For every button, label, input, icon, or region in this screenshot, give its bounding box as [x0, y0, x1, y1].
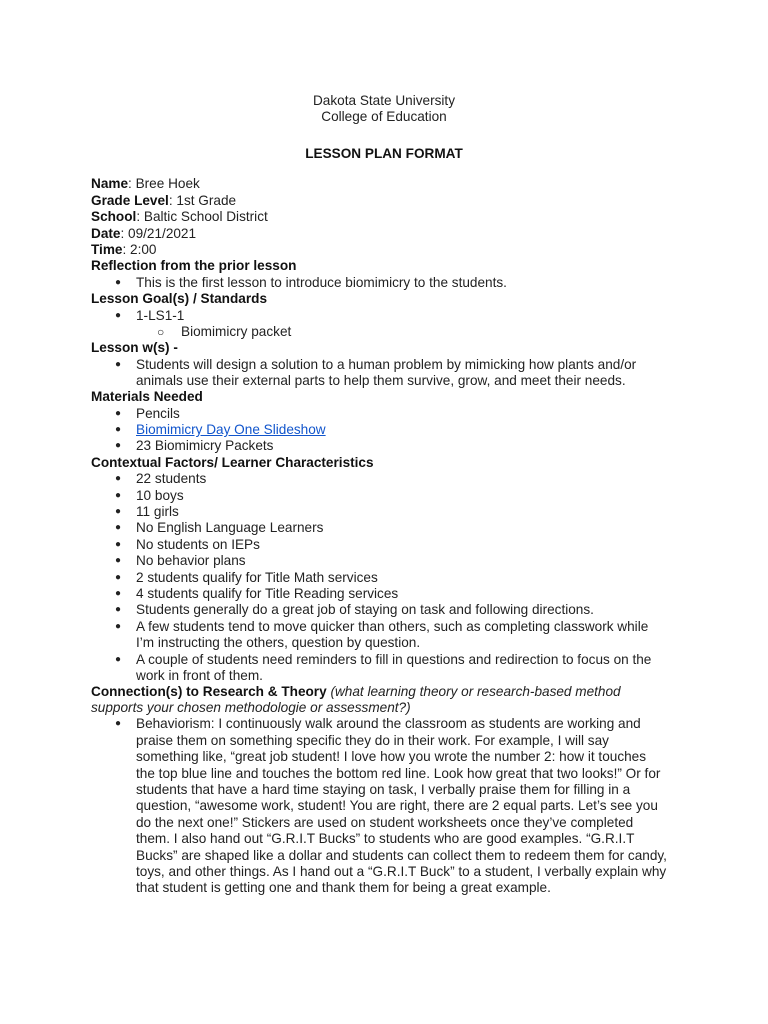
behaviorism-line: Behaviorism: I continuously walk around the classroom as students are working and — [136, 716, 641, 731]
bullet-icon: ● — [115, 539, 122, 550]
name-label: Name — [91, 176, 129, 191]
contextual-item: Students generally do a great job of staying on task and following directions. — [136, 602, 594, 617]
grade-label: Grade Level — [91, 193, 169, 208]
contextual-item-line: work in front of them. — [136, 668, 263, 683]
bullet-icon: ● — [115, 588, 122, 599]
contextual-item: 10 boys — [136, 488, 184, 503]
contextual-item-line: A few students tend to move quicker than others, such as completing classwork while — [136, 619, 649, 634]
connections-prompt-line: supports your chosen methodologie or assessment?) — [91, 700, 411, 715]
lesson-ws-heading: Lesson w(s) - — [91, 340, 178, 355]
name-row — [91, 176, 200, 192]
connections-heading-row — [91, 684, 621, 700]
grade-value: : 1st Grade — [168, 193, 237, 208]
lesson-ws-line: animals use their external parts to help them survive, grow, and meet their needs. — [136, 373, 626, 388]
behaviorism-line: that student is getting one and thank them for being a great example. — [136, 880, 551, 895]
bullet-icon: ● — [115, 310, 122, 321]
school-row — [91, 209, 268, 225]
document-title: LESSON PLAN FORMAT — [305, 146, 463, 161]
contextual-item: 4 students qualify for Title Reading services — [136, 586, 399, 601]
time-row — [91, 242, 157, 258]
materials-heading: Materials Needed — [91, 389, 203, 404]
college-name: College of Education — [321, 109, 447, 124]
goals-heading: Lesson Goal(s) / Standards — [91, 291, 268, 306]
bullet-icon: ● — [115, 506, 122, 517]
bullet-icon: ● — [115, 572, 122, 583]
standard-item: 1-LS1-1 — [136, 308, 185, 323]
contextual-heading: Contextual Factors/ Learner Characteristics — [91, 455, 374, 470]
bullet-icon: ● — [115, 555, 122, 566]
time-label: Time — [91, 242, 123, 257]
school-value: : Baltic School District — [136, 209, 268, 224]
date-value: : 09/21/2021 — [120, 226, 197, 241]
bullet-icon: ● — [115, 359, 122, 370]
school-label: School — [91, 209, 137, 224]
bullet-icon: ● — [115, 277, 122, 288]
contextual-item: No behavior plans — [136, 553, 246, 568]
bullet-icon: ● — [115, 490, 122, 501]
date-label: Date — [91, 226, 121, 241]
connections-prompt: (what learning theory or research-based method — [326, 684, 621, 699]
bullet-icon: ● — [115, 473, 122, 484]
behaviorism-line: Bucks” are shaped like a dollar and students can collect them to redeem them for candy, — [136, 848, 667, 863]
contextual-item: 11 girls — [136, 504, 179, 519]
reflection-heading: Reflection from the prior lesson — [91, 258, 297, 273]
behaviorism-line: them. I also hand out “G.R.I.T Bucks” to students who are good examples. “G.R.I.T — [136, 831, 635, 846]
grade-row — [91, 193, 236, 209]
materials-item: 23 Biomimicry Packets — [136, 438, 274, 453]
behaviorism-line: toys, and other things. As I hand out a “G.R.I.T Buck” to a student, I verbally explain why — [136, 864, 667, 879]
bullet-icon: ● — [115, 440, 122, 451]
materials-item: Pencils — [136, 406, 180, 421]
contextual-item-line: A couple of students need reminders to fill in questions and redirection to focus on the — [136, 652, 652, 667]
bullet-icon: ● — [115, 522, 122, 533]
lesson-ws-line: Students will design a solution to a human problem by mimicking how plants and/or — [136, 357, 637, 372]
university-name: Dakota State University — [312, 93, 456, 108]
bullet-icon: ● — [115, 718, 122, 729]
behaviorism-line: do the next one!” Stickers are used on student worksheets once they’ve completed — [136, 815, 634, 830]
name-value: : Bree Hoek — [128, 176, 200, 191]
behaviorism-line: something like, “great job student! I love how you wrote the number 2: how it touches — [136, 749, 647, 764]
date-row — [91, 226, 196, 242]
behaviorism-line: question, “awesome work, student! You are right, there are 2 equal parts. Let’s see you — [136, 798, 658, 813]
contextual-item: No English Language Learners — [136, 520, 324, 535]
contextual-item: 2 students qualify for Title Math services — [136, 570, 378, 585]
bullet-icon: ● — [115, 424, 122, 435]
standard-sub-item: Biomimicry packet — [181, 324, 292, 339]
bullet-icon: ● — [115, 408, 122, 419]
connections-heading: Connection(s) to Research & Theory — [91, 684, 327, 699]
slideshow-link[interactable]: Biomimicry Day One Slideshow — [136, 422, 326, 437]
bullet-icon: ● — [115, 654, 122, 665]
circle-bullet-icon: ○ — [157, 325, 165, 339]
behaviorism-line: students that have a hard time staying on task, I verbally praise them for filling in a — [136, 782, 631, 797]
contextual-item-line: I’m instructing the others, question by question. — [136, 635, 421, 650]
contextual-item: 22 students — [136, 471, 207, 486]
time-value: : 2:00 — [122, 242, 157, 257]
behaviorism-line: the top blue line and touches the bottom red line. Look how great that two looks!” Or for — [136, 766, 661, 781]
bullet-icon: ● — [115, 604, 122, 615]
contextual-item: No students on IEPs — [136, 537, 260, 552]
bullet-icon: ● — [115, 621, 122, 632]
reflection-item: This is the first lesson to introduce biomimicry to the students. — [136, 275, 507, 290]
behaviorism-line: praise them on something specific they do in their work. For example, I will say — [136, 733, 609, 748]
